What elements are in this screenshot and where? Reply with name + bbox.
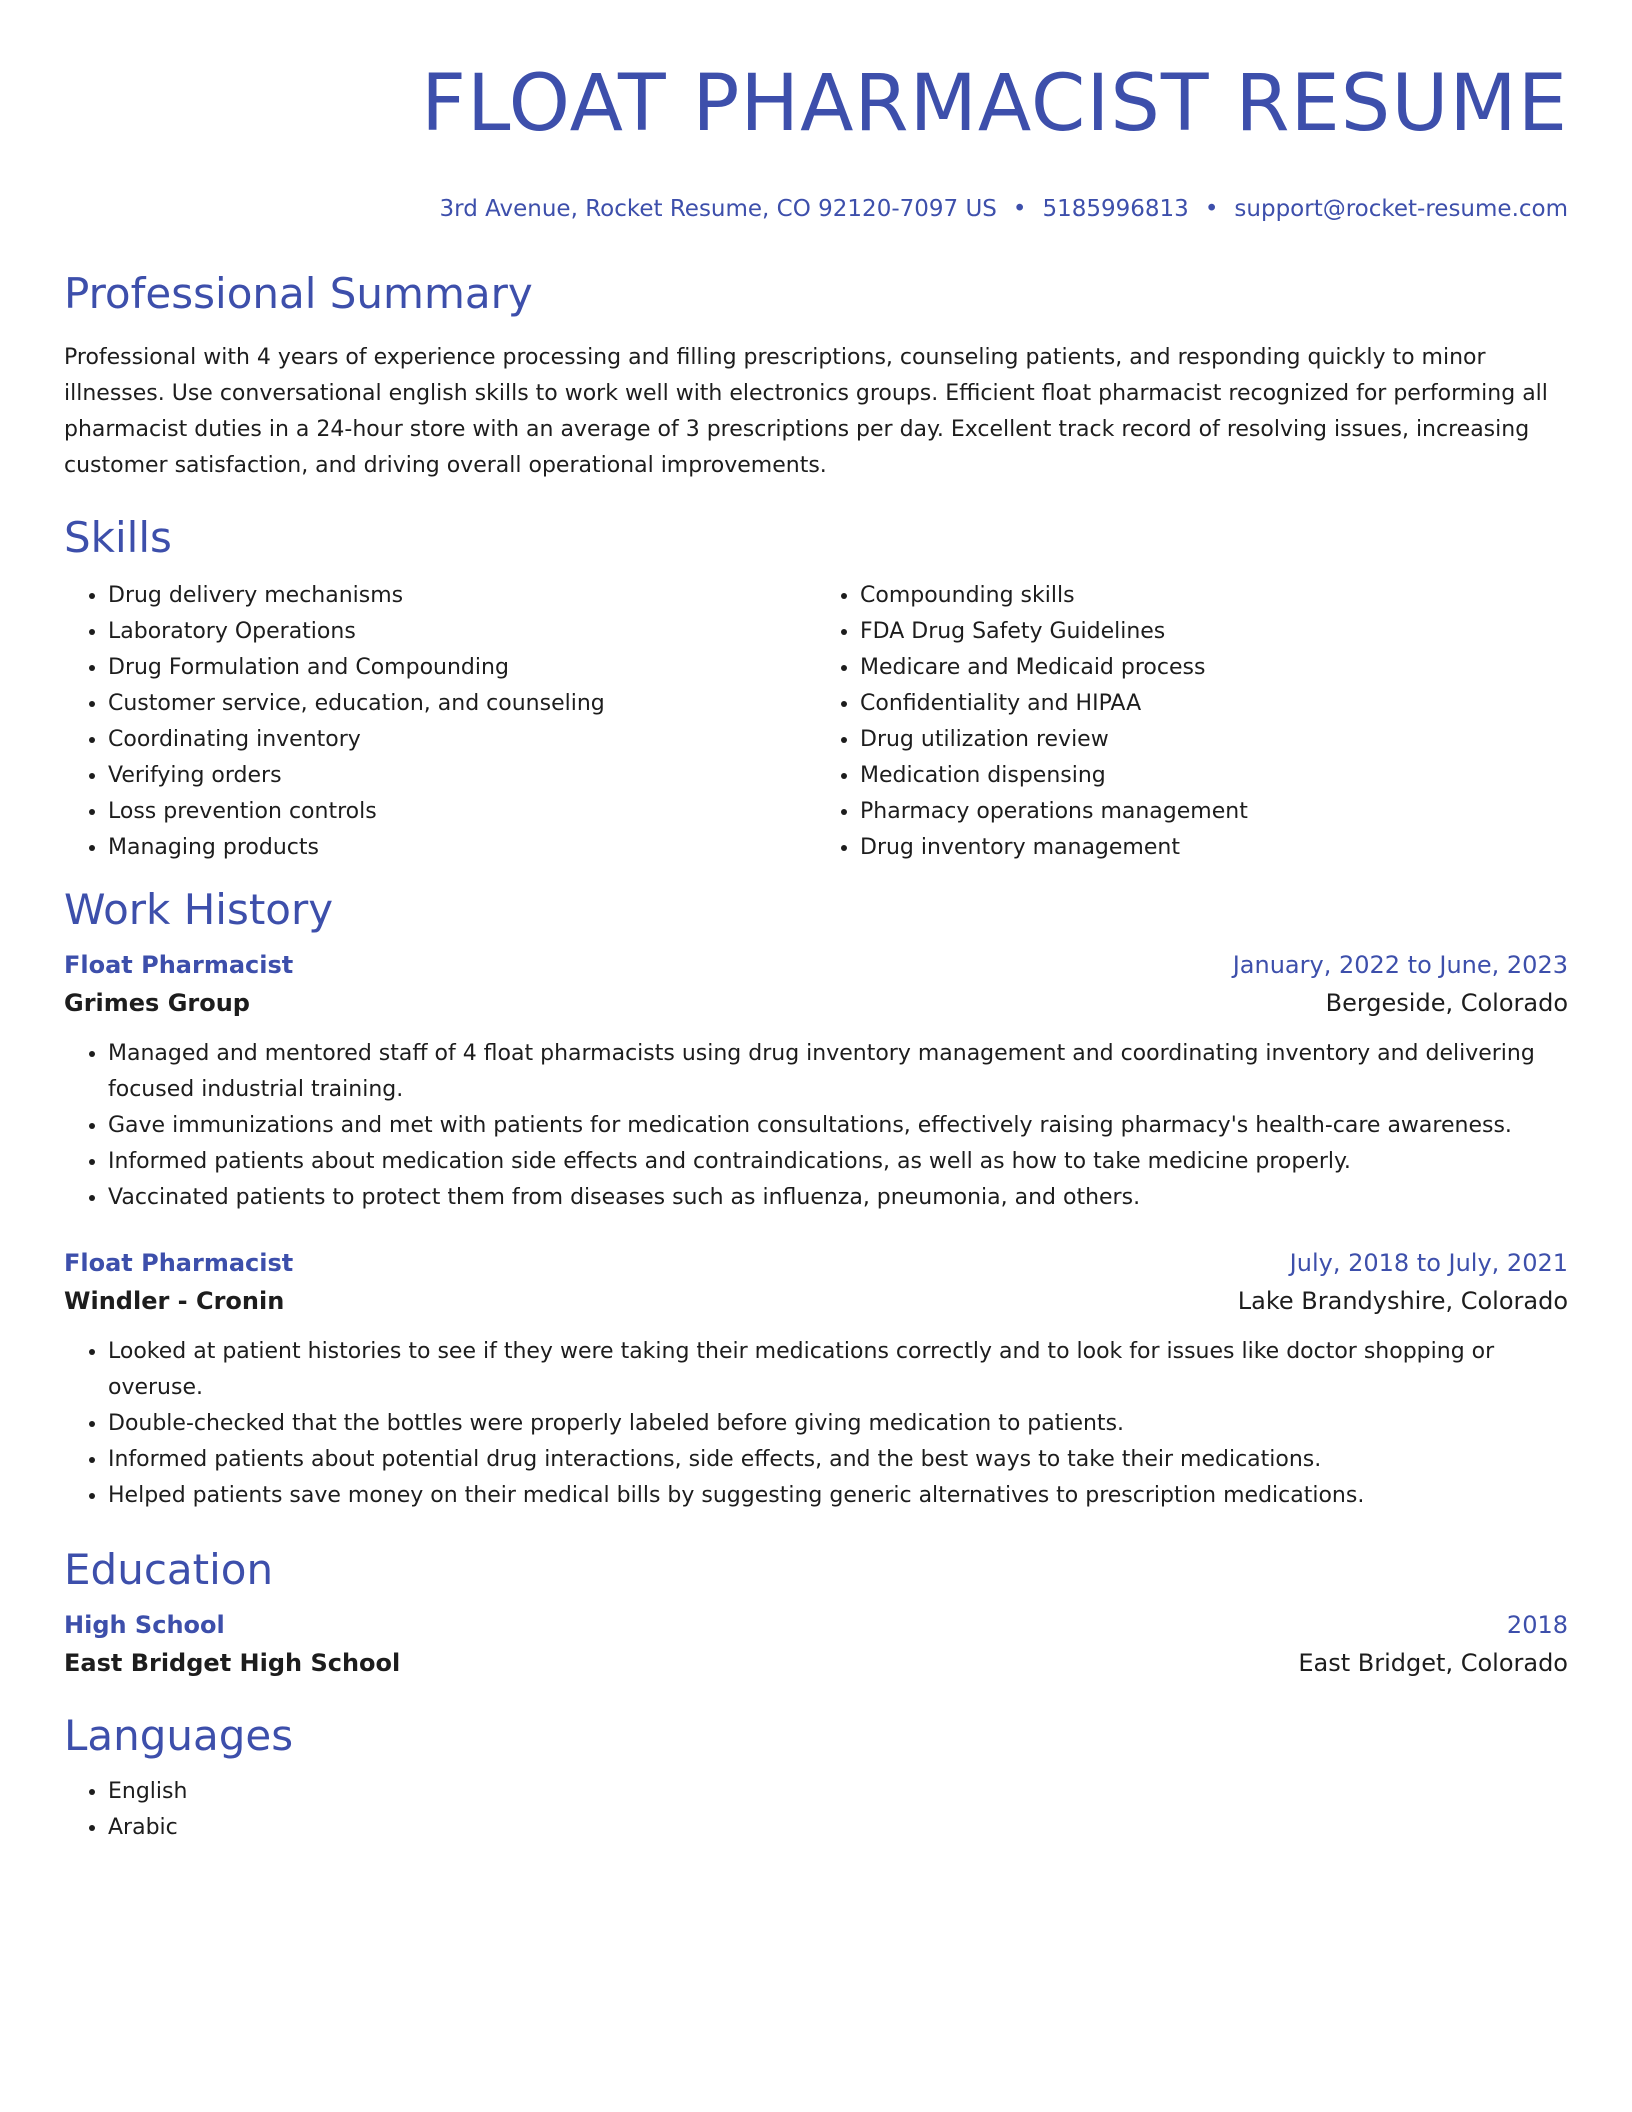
education-school-row	[64, 1644, 1568, 1682]
job-entry	[64, 946, 1568, 1216]
resume-header	[64, 56, 1568, 224]
education-entry	[64, 1606, 1568, 1682]
job-bullet: • Double-checked that the bottles were properly labeled before giving medication to patients.	[108, 1406, 1568, 1442]
education-degree: High School	[64, 1611, 225, 1639]
job-company-row	[64, 984, 1568, 1022]
job-bullet: • Helped patients save money on their medical bills by suggesting generic alternatives to prescription medications.	[108, 1478, 1568, 1514]
job-bullet: • Vaccinated patients to protect them from diseases such as influenza, pneumonia, and others.	[108, 1180, 1568, 1216]
job-company: Windler - Cronin	[64, 1287, 285, 1315]
job-title-row	[64, 946, 1568, 984]
skill-item: • Confidentiality and HIPAA	[860, 686, 1568, 722]
skill-item: • Drug Formulation and Compounding	[108, 650, 816, 686]
skills-section	[64, 512, 1568, 866]
contact-line	[64, 194, 1568, 224]
skill-item: • Customer service, education, and counseling	[108, 686, 816, 722]
languages-heading: Languages	[64, 1711, 294, 1760]
job-bullets	[64, 1036, 1568, 1216]
education-school: East Bridget High School	[64, 1649, 401, 1677]
job-dates: January, 2022 to June, 2023	[1232, 951, 1568, 979]
education-heading: Education	[64, 1545, 274, 1594]
summary-heading: Professional Summary	[64, 269, 533, 318]
contact-separator: •	[1012, 196, 1027, 222]
job-entry	[64, 1244, 1568, 1514]
job-location: Bergeside, Colorado	[1325, 989, 1568, 1017]
skill-item: • Drug inventory management	[860, 830, 1568, 866]
skill-item: • Verifying orders	[108, 758, 816, 794]
contact-phone: 5185996813	[1042, 196, 1189, 222]
resume-title: FLOAT PHARMACIST RESUME	[421, 59, 1568, 149]
skill-item: • Drug utilization review	[860, 722, 1568, 758]
skills-grid	[64, 578, 1568, 866]
contact-email[interactable]: support@rocket-resume.com	[1234, 196, 1568, 222]
skill-item: • Coordinating inventory	[108, 722, 816, 758]
skill-item: • FDA Drug Safety Guidelines	[860, 614, 1568, 650]
job-bullet: • Informed patients about medication side effects and contraindications, as well as how to take medicine properly.	[108, 1144, 1568, 1180]
education-location: East Bridget, Colorado	[1298, 1649, 1568, 1677]
job-bullet: • Informed patients about potential drug interactions, side effects, and the best ways to take their medications.	[108, 1442, 1568, 1478]
job-role: Float Pharmacist	[64, 951, 294, 979]
skill-item: • Compounding skills	[860, 578, 1568, 614]
skills-heading: Skills	[64, 513, 172, 562]
job-company-row	[64, 1282, 1568, 1320]
job-role: Float Pharmacist	[64, 1249, 294, 1277]
education-year: 2018	[1506, 1611, 1568, 1639]
job-bullet: • Managed and mentored staff of 4 float pharmacists using drug inventory management and coordinating inventory and delivering focused industrial training.	[108, 1036, 1568, 1108]
language-item: • English	[108, 1774, 1568, 1810]
contact-separator: •	[1204, 196, 1219, 222]
job-company: Grimes Group	[64, 989, 250, 1017]
job-bullets	[64, 1334, 1568, 1514]
work-history-heading: Work History	[64, 885, 334, 934]
languages-section	[64, 1710, 1568, 1846]
skills-list-right	[816, 578, 1568, 866]
summary-text: Professional with 4 years of experience processing and filling prescriptions, counseling patients, and responding quickly to minor illnesses. Use conversational english skills to work well with electronics groups. Efficient float pharmacist recognized for performing all pharmacist duties in a 24-hour store with an average of 3 prescriptions per day. Excellent track record of resolving issues, increasing customer satisfaction, and driving overall operational improvements.	[64, 345, 1548, 478]
skill-item: • Managing products	[108, 830, 816, 866]
job-location: Lake Brandyshire, Colorado	[1237, 1287, 1568, 1315]
skill-item: • Pharmacy operations management	[860, 794, 1568, 830]
job-bullet: • Gave immunizations and met with patients for medication consultations, effectively raising pharmacy's health-care awareness.	[108, 1108, 1568, 1144]
skills-list-left	[64, 578, 816, 866]
work-history-section	[64, 884, 1568, 1514]
skill-item: • Loss prevention controls	[108, 794, 816, 830]
skill-item: • Drug delivery mechanisms	[108, 578, 816, 614]
languages-list	[64, 1774, 1568, 1846]
skill-item: • Medicare and Medicaid process	[860, 650, 1568, 686]
education-degree-row	[64, 1606, 1568, 1644]
skill-item: • Medication dispensing	[860, 758, 1568, 794]
skill-item: • Laboratory Operations	[108, 614, 816, 650]
job-dates: July, 2018 to July, 2021	[1289, 1249, 1568, 1277]
contact-address: 3rd Avenue, Rocket Resume, CO 92120-7097 US	[439, 196, 997, 222]
education-section	[64, 1544, 1568, 1682]
summary-section	[64, 268, 1568, 484]
language-item: • Arabic	[108, 1810, 1568, 1846]
job-bullet: • Looked at patient histories to see if they were taking their medications correctly and to look for issues like doctor shopping or overuse.	[108, 1334, 1568, 1406]
job-title-row	[64, 1244, 1568, 1282]
